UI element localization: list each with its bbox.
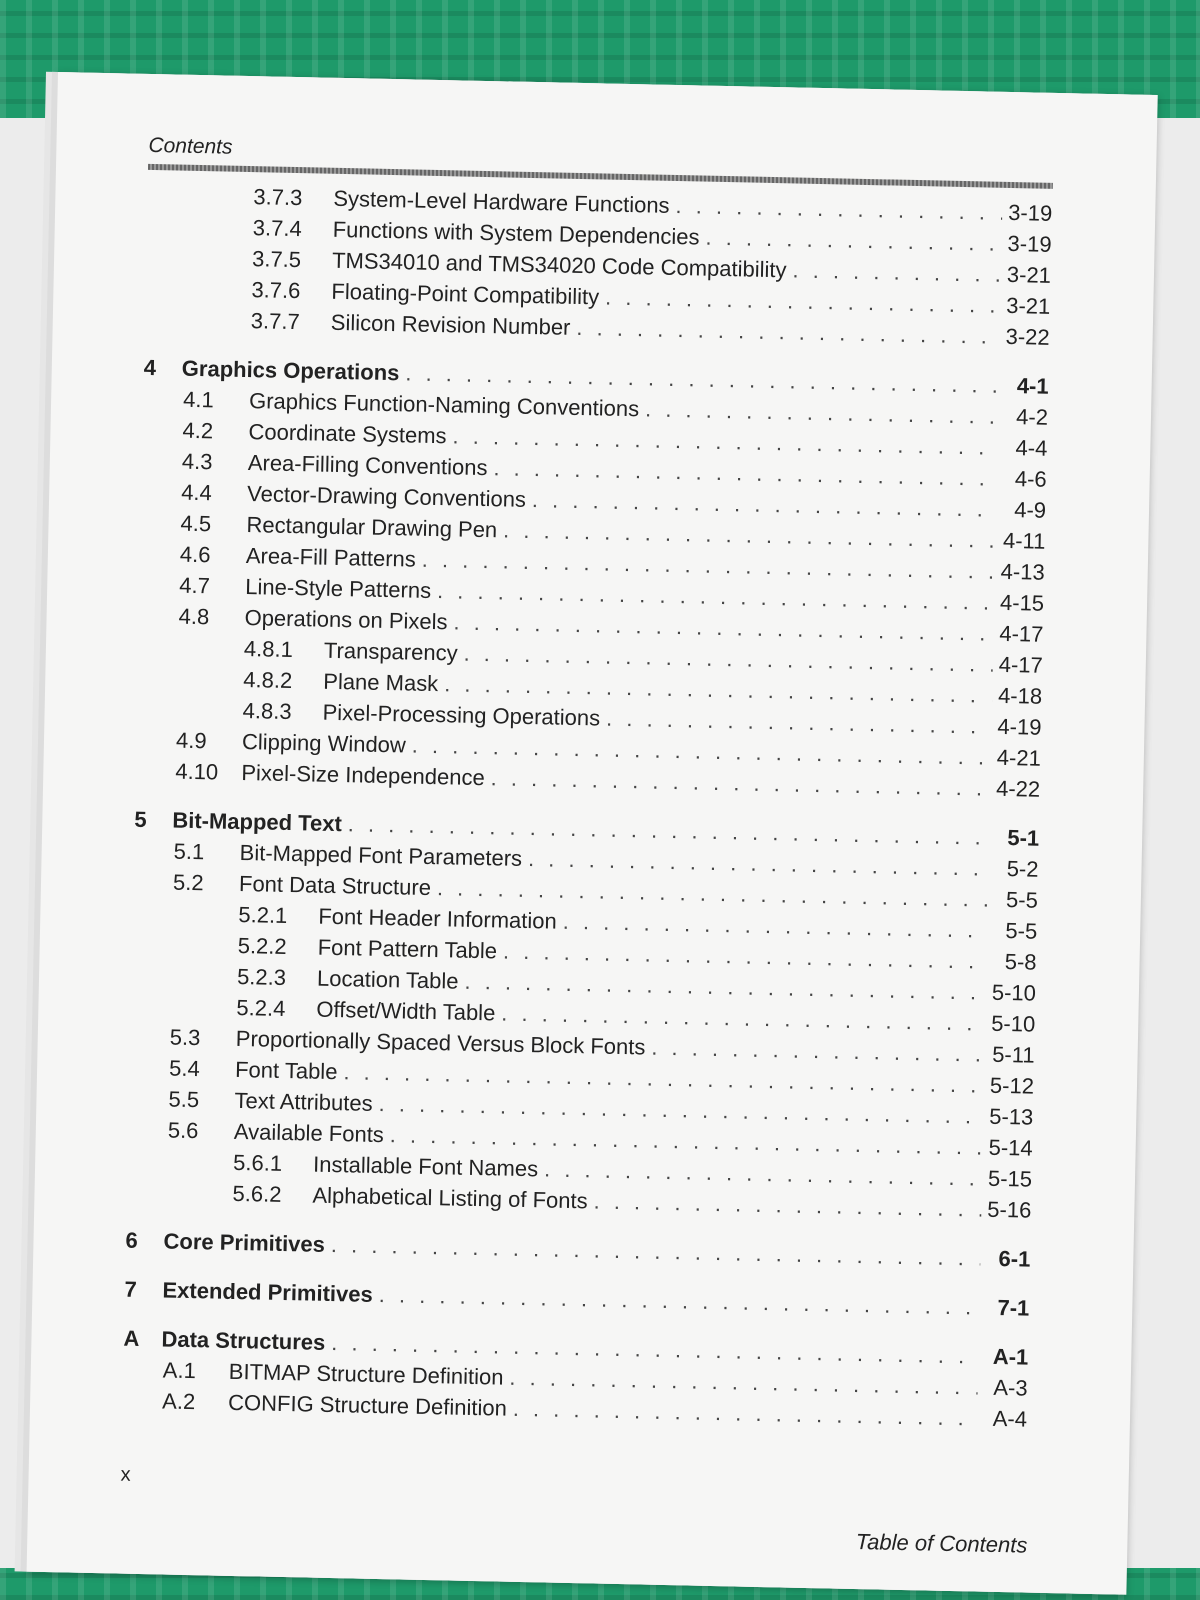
toc-entry-title: Coordinate Systems	[248, 419, 447, 449]
toc-entry-title: Graphics Operations	[181, 355, 400, 386]
toc-entry-page: 6-1	[998, 1245, 1031, 1272]
toc-entry-page: 4-6	[1014, 466, 1047, 492]
toc-entry-number: A	[123, 1325, 140, 1351]
toc-entry-title: Font Data Structure	[238, 870, 432, 900]
toc-entry-number: 4.4	[180, 479, 213, 506]
toc-entry-number: 4.1	[182, 386, 215, 413]
toc-entry-page: 5-1	[1007, 825, 1040, 851]
toc-entry-page: 5-12	[989, 1072, 1035, 1099]
toc-entry-title: System-Level Hardware Functions	[333, 185, 670, 218]
toc-entry-page: 3-21	[1006, 292, 1051, 319]
toc-entry-page: 4-18	[997, 682, 1043, 709]
dot-leader	[705, 225, 1002, 257]
toc-entry-number: 7	[124, 1276, 138, 1302]
toc-entry-page: 5-10	[991, 979, 1037, 1006]
toc-entry-title: TMS34010 and TMS34020 Code Compatibility	[331, 247, 787, 283]
toc-entry-title: Functions with System Dependencies	[332, 216, 700, 250]
toc-entry-title: Transparency	[323, 637, 458, 666]
toc-entry-title: Font Header Information	[318, 903, 558, 934]
toc-entry-title: Plane Mask	[323, 668, 439, 697]
toc-entry-number: 4.8.3	[242, 698, 292, 725]
toc-entry-page: 7-1	[997, 1294, 1030, 1321]
running-head: Contents	[148, 133, 233, 159]
toc-entry-number: 4.8.1	[243, 636, 294, 663]
toc-entry-page: 3-19	[1007, 199, 1053, 226]
running-footer: Table of Contents	[855, 1529, 1028, 1558]
dot-leader	[675, 193, 1002, 226]
toc-entry-title: Alphabetical Listing of Fonts	[312, 1182, 588, 1214]
toc-entry-page: 4-4	[1015, 435, 1048, 461]
toc-entry-page: 4-22	[995, 775, 1041, 802]
toc-entry-number: 5.6.1	[232, 1149, 283, 1176]
toc-entry-title: Rectangular Drawing Pen	[246, 512, 498, 543]
toc-entry-number: 4.6	[179, 541, 211, 568]
toc-entry-title: Font Pattern Table	[317, 934, 498, 964]
toc-entry-title: Pixel-Processing Operations	[322, 699, 601, 731]
toc-entry-number: 3.7.4	[252, 215, 302, 242]
toc-entry-title: Installable Font Names	[312, 1151, 539, 1182]
toc-entry-number: 5.2.1	[238, 901, 288, 928]
toc-entry-number: 5.6.2	[232, 1180, 282, 1207]
toc-entry-number: 5.6	[167, 1117, 199, 1144]
toc-entry-number: 5.2.4	[236, 994, 286, 1021]
toc-entry-title: Floating-Point Compatibility	[331, 278, 600, 310]
toc-entry-title: Font Table	[234, 1056, 338, 1085]
toc-entry-page: 3-22	[1005, 323, 1050, 350]
toc-entry-page: 4-21	[996, 744, 1042, 771]
toc-entry-number: 4.10	[175, 758, 219, 785]
toc-entry-title: Core Primitives	[163, 1228, 326, 1257]
toc-entry-title: Line-Style Patterns	[245, 574, 432, 603]
page-folio: x	[120, 1463, 131, 1486]
toc-entry-page: 5-15	[987, 1165, 1033, 1192]
toc-entry-number: 5.2.3	[236, 963, 287, 990]
toc-entry-number: 5.2	[172, 869, 204, 896]
toc-entry-title: Vector-Drawing Conventions	[246, 481, 527, 512]
toc-entry-title: Clipping Window	[241, 729, 407, 758]
toc-entry-page: 5-8	[1004, 949, 1037, 975]
dot-leader	[792, 257, 1001, 287]
toc-entry-page: 4-9	[1013, 497, 1047, 523]
toc-entry-number: 4.5	[180, 510, 212, 537]
toc-entry-page: 4-2	[1015, 404, 1049, 430]
toc-entry-title: CONFIG Structure Definition	[227, 1389, 508, 1421]
toc-entry-title: Area-Filling Conventions	[247, 450, 488, 481]
toc-entry-title: Available Fonts	[233, 1118, 385, 1148]
table-of-contents	[122, 182, 1053, 1438]
toc-entry-page: A-1	[992, 1343, 1029, 1370]
toc-entry-page: 4-13	[1000, 558, 1046, 585]
toc-entry-number: 4.7	[179, 572, 211, 599]
toc-entry-number: 3.7.5	[251, 246, 302, 273]
toc-entry-page: 4-1	[1016, 373, 1049, 399]
dot-leader	[651, 1035, 985, 1068]
toc-entry-number: 5.5	[168, 1086, 200, 1113]
toc-entry-number: 4.8.2	[243, 667, 293, 694]
toc-entry-page: 5-11	[991, 1041, 1035, 1068]
toc-entry-number: A.2	[161, 1388, 196, 1415]
toc-entry-number: 5.3	[169, 1024, 201, 1051]
toc-entry-title: Text Attributes	[234, 1087, 373, 1116]
toc-entry-number: 4.9	[175, 727, 207, 754]
toc-entry-number: A.1	[162, 1357, 197, 1384]
toc-entry-title: Offset/Width Table	[316, 996, 496, 1026]
toc-entry-title: Operations on Pixels	[244, 605, 448, 635]
toc-entry-title: Data Structures	[161, 1326, 326, 1355]
toc-entry-page: 5-5	[1005, 887, 1039, 913]
toc-entry-title: Area-Fill Patterns	[245, 543, 417, 572]
book-page	[27, 72, 1158, 1595]
toc-entry-page: 3-21	[1006, 261, 1052, 288]
toc-entry-number: 5	[134, 806, 147, 833]
toc-entry-page: 5-13	[989, 1103, 1034, 1130]
toc-entry-number: 3.7.7	[250, 308, 301, 335]
toc-entry-number: 3.7.6	[251, 277, 301, 304]
toc-entry-page: 5-16	[987, 1196, 1032, 1223]
toc-entry-page: 4-11	[1002, 527, 1046, 554]
toc-entry-page: 4-19	[997, 713, 1042, 740]
toc-entry-number: 4.3	[181, 448, 213, 475]
toc-entry-page: 4-15	[999, 589, 1045, 616]
toc-entry-number: 6	[125, 1227, 139, 1253]
toc-entry-page: A-4	[992, 1405, 1028, 1432]
toc-entry-number: 5.2.2	[237, 932, 287, 959]
toc-entry-page: 5-2	[1006, 856, 1039, 882]
toc-entry-title: Proportionally Spaced Versus Block Fonts	[235, 1025, 646, 1060]
toc-entry-title: Pixel-Size Independence	[241, 759, 485, 791]
toc-entry-page: 3-19	[1007, 230, 1052, 257]
toc-entry-number: 3.7.3	[253, 184, 303, 211]
toc-entry-title: Silicon Revision Number	[330, 309, 571, 340]
toc-entry-number: 4	[143, 354, 157, 381]
toc-entry-number: 4.2	[182, 417, 214, 444]
toc-entry-title: Graphics Function-Naming Conventions	[248, 388, 640, 422]
toc-entry-number: 4.8	[178, 603, 210, 630]
toc-entry-title: Location Table	[316, 965, 459, 994]
toc-entry-title: Bit-Mapped Text	[172, 807, 343, 837]
toc-entry-page: 5-10	[990, 1010, 1036, 1037]
toc-entry-title: Bit-Mapped Font Parameters	[239, 839, 523, 871]
toc-entry-page: 5-5	[1005, 918, 1038, 944]
toc-entry-page: 4-17	[999, 620, 1044, 647]
toc-entry-page: 5-14	[988, 1134, 1033, 1161]
toc-entry-number: 5.4	[168, 1055, 201, 1082]
toc-entry-page: A-3	[993, 1374, 1028, 1401]
toc-entry-number: 5.1	[173, 838, 205, 865]
toc-entry-title: BITMAP Structure Definition	[228, 1358, 504, 1390]
toc-entry-title: Extended Primitives	[162, 1277, 374, 1307]
toc-entry-page: 4-17	[998, 651, 1044, 678]
